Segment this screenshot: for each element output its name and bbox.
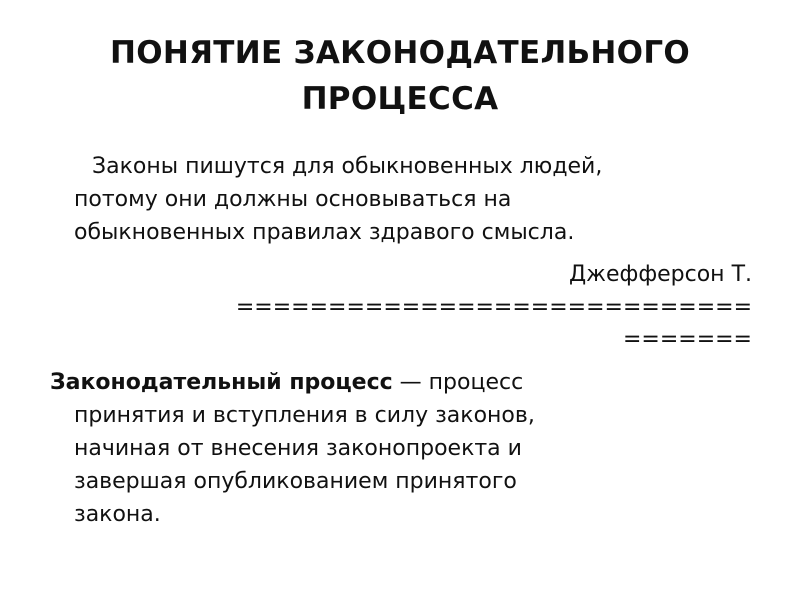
- separator-line-1: ============================: [235, 295, 752, 320]
- definition-line-1: [50, 366, 750, 399]
- quote-block: [74, 150, 754, 249]
- title-line-1: ПОНЯТИЕ ЗАКОНОДАТЕЛЬНОГО: [109, 35, 691, 71]
- definition-line-4: завершая опубликованием принятого: [74, 469, 517, 494]
- definition-line-5: закона.: [74, 502, 161, 527]
- quote-line-3: обыкновенных правилах здравого смысла.: [74, 220, 575, 245]
- separator: [236, 292, 752, 356]
- quote-line-1: Законы пишутся для обыкновенных людей,: [92, 154, 603, 179]
- definition-block: [50, 366, 750, 531]
- definition-line-1-rest: — процесс: [392, 370, 524, 395]
- quote-line-2: потому они должны основываться на: [74, 187, 512, 212]
- definition-term: Законодательный процесс: [50, 370, 393, 395]
- quote-author: Джефферсон Т.: [568, 262, 752, 287]
- title-line-2: ПРОЦЕССА: [301, 81, 499, 117]
- slide-title: [0, 30, 800, 122]
- definition-line-2: принятия и вступления в силу законов,: [74, 403, 535, 428]
- definition-line-3: начиная от внесения законопроекта и: [74, 436, 522, 461]
- separator-line-2: =======: [622, 327, 752, 352]
